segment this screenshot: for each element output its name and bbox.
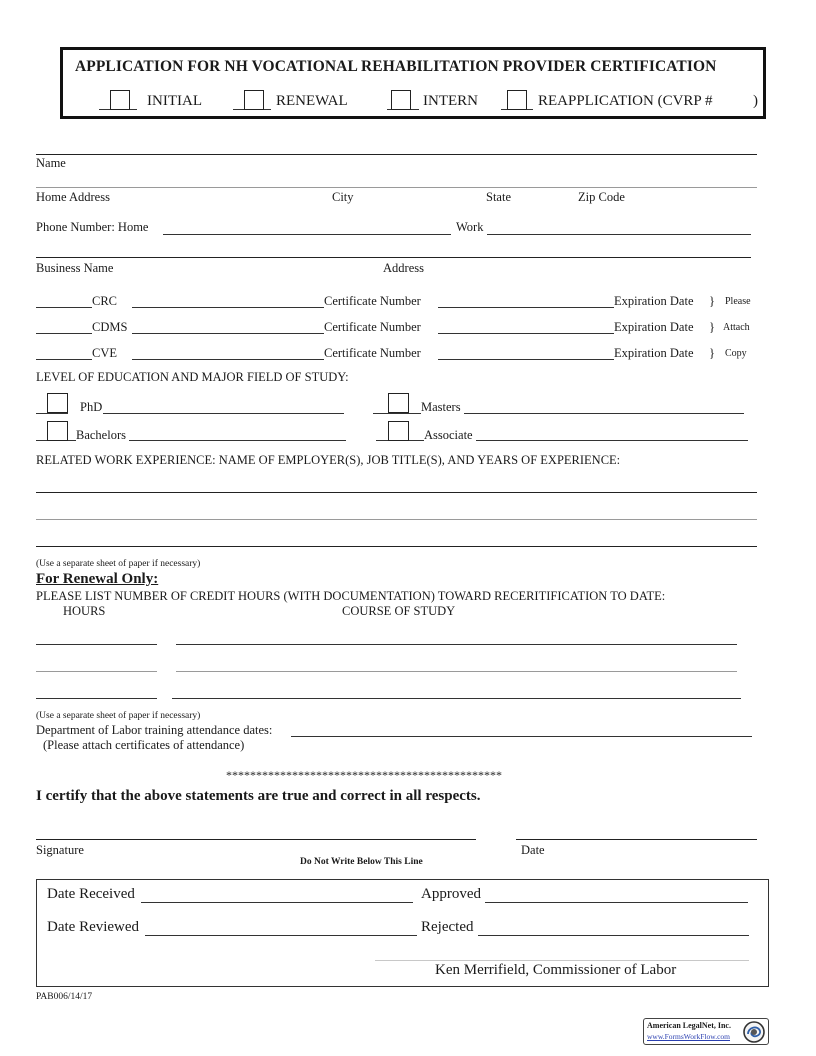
dol-label: Department of Labor training attendance dates: (36, 723, 273, 737)
cve-label: CVE (92, 346, 117, 360)
associate-field[interactable] (476, 440, 748, 441)
certify-statement: I certify that the above statements are true and correct in all respects. (36, 788, 481, 804)
signature-line[interactable] (36, 839, 476, 840)
american-legalnet-logo[interactable] (643, 1018, 769, 1045)
do-not-write-label: Do Not Write Below This Line (300, 857, 423, 867)
signature-label: Signature (36, 843, 84, 857)
home-address-label: Home Address (36, 190, 110, 204)
course-field-1[interactable] (176, 644, 737, 645)
commissioner-label: Ken Merrifield, Commissioner of Labor (435, 962, 677, 978)
cdms-name-field[interactable] (132, 333, 324, 334)
note-copy: Copy (725, 348, 747, 359)
date-received-field[interactable] (141, 902, 413, 903)
name-line[interactable] (36, 154, 757, 155)
work-line-3[interactable] (36, 546, 757, 547)
logo-url: www.FormsWorkFlow.com (647, 1032, 731, 1041)
state-label: State (486, 190, 511, 204)
crc-cert-field[interactable] (438, 307, 614, 308)
crc-check-field[interactable] (36, 307, 92, 308)
intern-label: INTERN (423, 93, 478, 109)
date-label: Date (521, 843, 545, 857)
cdms-check-field[interactable] (36, 333, 92, 334)
cdms-label: CDMS (92, 320, 128, 334)
office-use-box (36, 879, 769, 987)
city-label: City (332, 190, 354, 204)
cve-check-field[interactable] (36, 359, 92, 360)
phd-label: PhD (80, 400, 103, 414)
title-box (60, 47, 766, 119)
intern-checkbox[interactable] (391, 90, 411, 110)
note-attach: Attach (723, 322, 750, 333)
brace-1: } (709, 294, 715, 308)
associate-label: Associate (424, 428, 473, 442)
phd-checkbox[interactable] (47, 393, 68, 413)
home-address-line[interactable] (36, 187, 757, 188)
hours-field-3[interactable] (36, 698, 157, 699)
masters-checkbox[interactable] (388, 393, 409, 413)
date-reviewed-label: Date Reviewed (47, 919, 140, 935)
hours-label: HOURS (63, 604, 106, 618)
reapplication-close: ) (753, 93, 758, 109)
renewal-label: RENEWAL (276, 93, 348, 109)
bachelors-checkbox[interactable] (47, 421, 68, 441)
associate-checkbox[interactable] (388, 421, 409, 441)
cve-exp-label: Expiration Date (614, 346, 694, 360)
crc-exp-label: Expiration Date (614, 294, 694, 308)
brace-2: } (709, 320, 715, 334)
phone-home-field[interactable] (163, 234, 451, 235)
cdms-cert-field[interactable] (438, 333, 614, 334)
rejected-label: Rejected (421, 919, 474, 935)
work-note: (Use a separate sheet of paper if necessary) (36, 559, 201, 569)
commissioner-line (375, 960, 749, 961)
crc-cert-label: Certificate Number (324, 294, 421, 308)
masters-label: Masters (421, 400, 461, 414)
date-line[interactable] (516, 839, 757, 840)
rejected-field[interactable] (478, 935, 749, 936)
phone-work-field[interactable] (487, 234, 751, 235)
form-title: APPLICATION FOR NH VOCATIONAL REHABILITATION PROVIDER CERTIFICATION (75, 58, 717, 75)
renewal-note: (Use a separate sheet of paper if necessary) (36, 711, 201, 721)
business-name-label: Business Name (36, 261, 114, 275)
hours-field-2[interactable] (36, 671, 157, 672)
cve-cert-label: Certificate Number (324, 346, 421, 360)
name-label: Name (36, 156, 66, 170)
cdms-exp-label: Expiration Date (614, 320, 694, 334)
phone-work-label: Work (456, 220, 484, 234)
initial-label: INITIAL (147, 93, 202, 109)
course-field-2[interactable] (176, 671, 737, 672)
masters-field[interactable] (464, 413, 744, 414)
education-heading: LEVEL OF EDUCATION AND MAJOR FIELD OF STUDY: (36, 370, 349, 384)
crc-label: CRC (92, 294, 118, 308)
work-heading: RELATED WORK EXPERIENCE: NAME OF EMPLOYER(S), JOB TITLE(S), AND YEARS OF EXPERIENCE: (36, 453, 621, 467)
bachelors-label: Bachelors (76, 428, 126, 442)
crc-name-field[interactable] (132, 307, 324, 308)
work-line-2[interactable] (36, 519, 757, 520)
reapplication-label: REAPPLICATION (CVRP # (538, 93, 713, 109)
note-please: Please (725, 296, 751, 307)
phone-home-label: Phone Number: Home (36, 220, 149, 234)
logo-name: American LegalNet, Inc. (647, 1021, 731, 1030)
cve-name-field[interactable] (132, 359, 324, 360)
zip-label: Zip Code (578, 190, 625, 204)
stars-divider: ********************************************** (226, 768, 502, 782)
renewal-checkbox[interactable] (244, 90, 264, 110)
renewal-heading: For Renewal Only: (36, 571, 159, 587)
approved-label: Approved (421, 886, 481, 902)
swirl-logo-icon (742, 1020, 766, 1044)
work-line-1[interactable] (36, 492, 757, 493)
brace-3: } (709, 346, 715, 360)
business-address-label: Address (383, 261, 424, 275)
hours-field-1[interactable] (36, 644, 157, 645)
bachelors-field[interactable] (129, 440, 346, 441)
renewal-instructions: PLEASE LIST NUMBER OF CREDIT HOURS (WITH DOCUMENTATION) TOWARD RECERITIFICATION TO DATE: (36, 589, 666, 603)
cdms-cert-label: Certificate Number (324, 320, 421, 334)
approved-field[interactable] (485, 902, 748, 903)
form-id: PAB006/14/17 (36, 992, 93, 1002)
date-received-label: Date Received (47, 886, 135, 902)
course-field-3[interactable] (172, 698, 741, 699)
cve-cert-field[interactable] (438, 359, 614, 360)
dol-field[interactable] (291, 736, 752, 737)
dol-note: (Please attach certificates of attendance) (43, 738, 245, 752)
date-reviewed-field[interactable] (145, 935, 417, 936)
reapplication-checkbox[interactable] (507, 90, 527, 110)
business-line[interactable] (36, 257, 751, 258)
course-label: COURSE OF STUDY (342, 604, 456, 618)
phd-field[interactable] (103, 413, 344, 414)
initial-checkbox[interactable] (110, 90, 130, 110)
